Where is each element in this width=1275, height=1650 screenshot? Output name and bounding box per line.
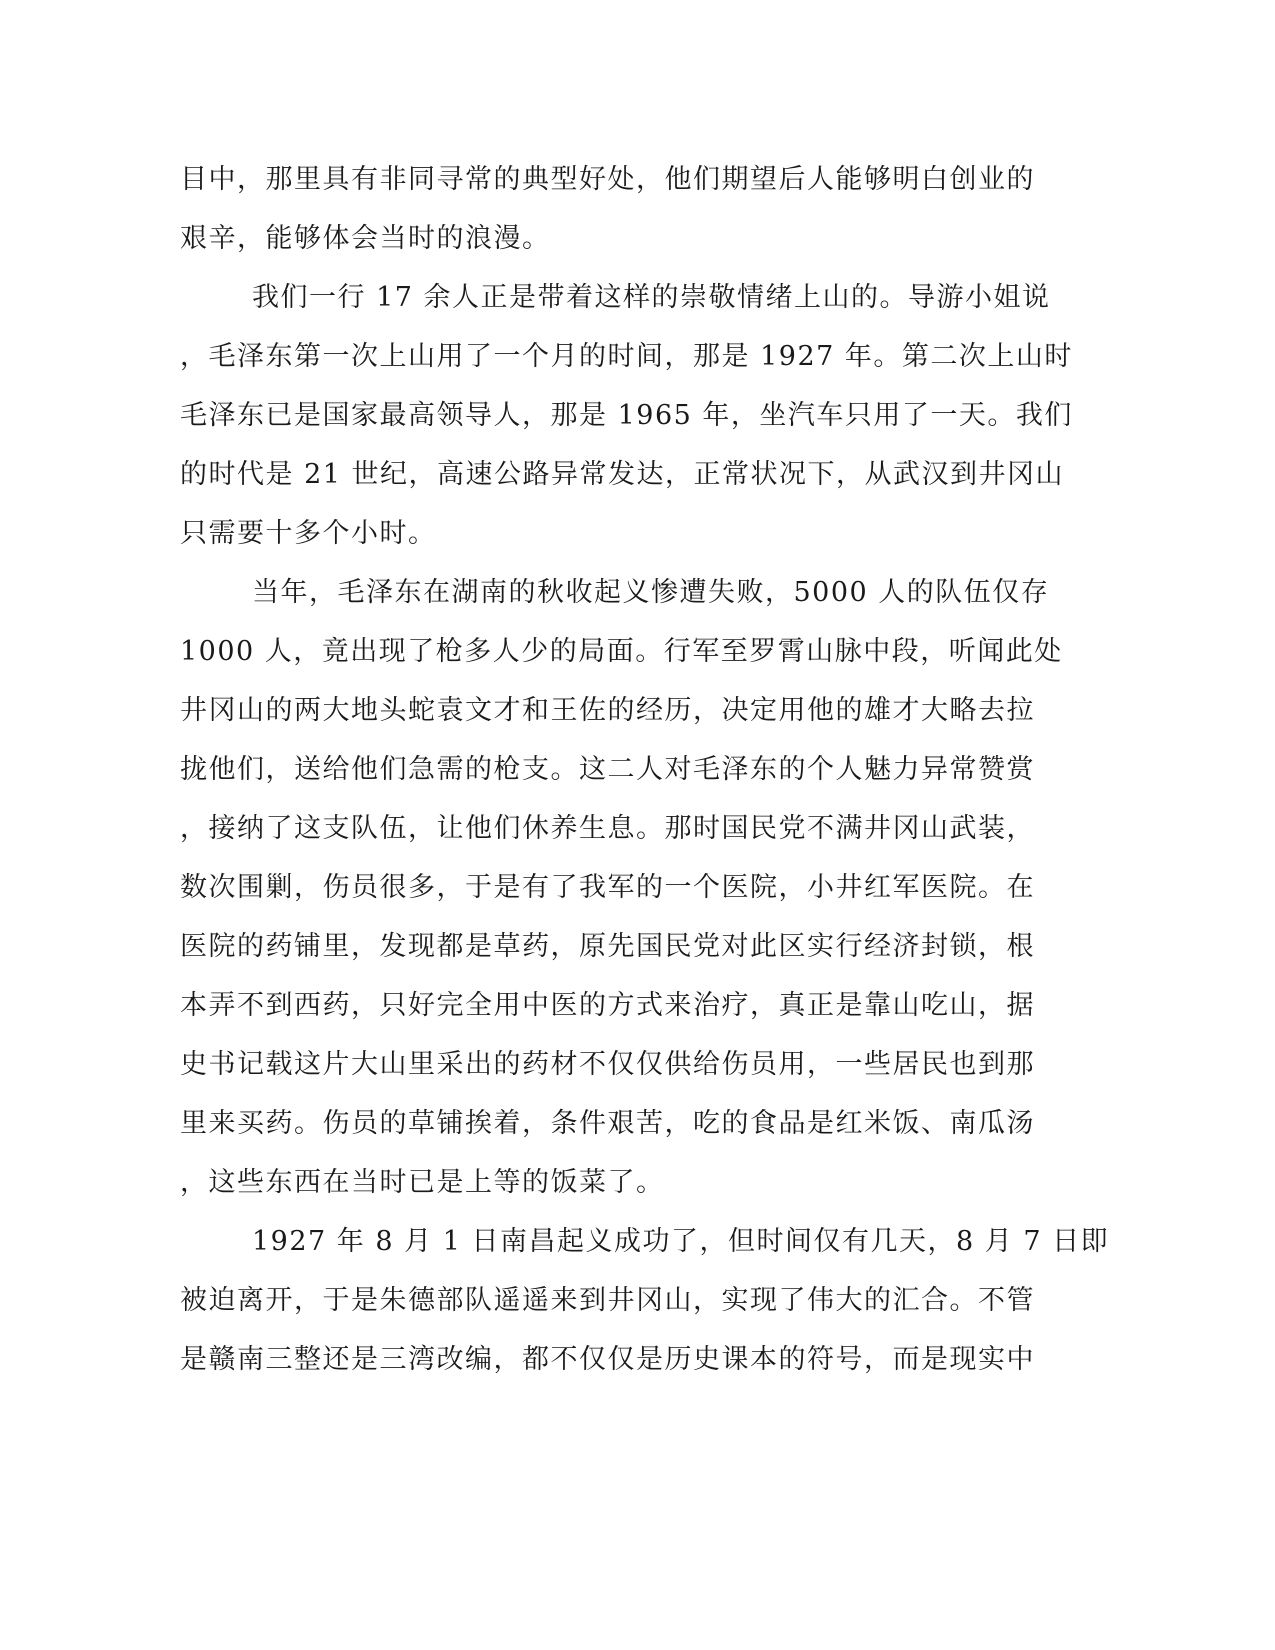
paragraph-1: [180, 159, 1040, 277]
text-line: 毛泽东已是国家最高领导人，那是 1965 年，坐汽车只用了一天。我们: [180, 400, 1073, 431]
text-line: 史书记载这片大山里采出的药材不仅仅供给伤员用，一些居民也到那: [180, 1049, 1035, 1080]
text-line: 当年，毛泽东在湖南的秋收起义惨遭失败，5000 人的队伍仅存: [252, 577, 1050, 608]
text-line: 我们一行 17 余人正是带着这样的崇敬情绪上山的。导游小姐说: [252, 282, 1051, 313]
text-line: 本弄不到西药，只好完全用中医的方式来治疗，真正是靠山吃山，据: [180, 990, 1035, 1021]
body-text: [180, 159, 1110, 1398]
text-line: ，接纳了这支队伍，让他们休养生息。那时国民党不满井冈山武装，: [180, 813, 1035, 844]
text-line: 1927 年 8 月 1 日南昌起义成功了，但时间仅有几天，8 月 7 日即: [252, 1226, 1110, 1257]
paragraph-2: [180, 277, 1073, 572]
text-line: 数次围剿，伤员很多，于是有了我军的一个医院，小井红军医院。在: [180, 872, 1035, 903]
text-line: ，毛泽东第一次上山用了一个月的时间，那是 1927 年。第二次上山时: [180, 341, 1073, 372]
text-line: 只需要十多个小时。: [180, 518, 437, 549]
text-line: 被迫离开，于是朱德部队遥遥来到井冈山，实现了伟大的汇合。不管: [180, 1285, 1035, 1316]
text-line: 的时代是 21 世纪，高速公路异常发达，正常状况下，从武汉到井冈山: [180, 459, 1065, 490]
text-line: 艰辛，能够体会当时的浪漫。: [180, 223, 551, 254]
text-line: 是赣南三整还是三湾改编，都不仅仅是历史课本的符号，而是现实中: [180, 1344, 1035, 1375]
text-line: ，这些东西在当时已是上等的饭菜了。: [180, 1167, 665, 1198]
text-line: 井冈山的两大地头蛇袁文才和王佐的经历，决定用他的雄才大略去拉: [180, 695, 1035, 726]
text-line: 拢他们，送给他们急需的枪支。这二人对毛泽东的个人魅力异常赞赏: [180, 754, 1035, 785]
text-line: 医院的药铺里，发现都是草药，原先国民党对此区实行经济封锁，根: [180, 931, 1035, 962]
text-line: 目中，那里具有非同寻常的典型好处，他们期望后人能够明白创业的: [180, 164, 1035, 195]
text-line: 里来买药。伤员的草铺挨着，条件艰苦，吃的食品是红米饭、南瓜汤: [180, 1108, 1035, 1139]
paragraph-4: [180, 1221, 1110, 1398]
text-line: 1000 人，竟出现了枪多人少的局面。行军至罗霄山脉中段，听闻此处: [180, 636, 1063, 667]
paragraph-3: [180, 572, 1063, 1221]
